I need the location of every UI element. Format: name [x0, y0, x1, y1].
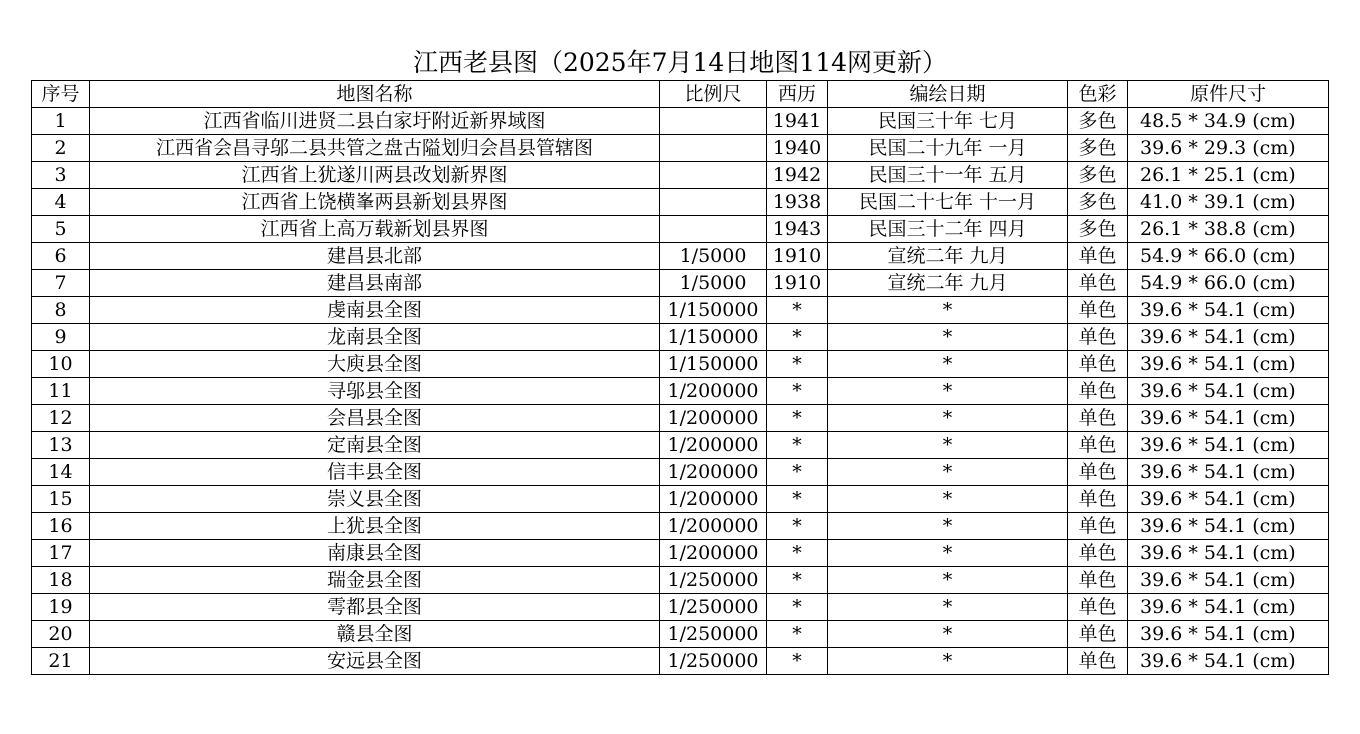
cell-color: 单色: [1068, 621, 1128, 648]
cell-date: *: [828, 540, 1068, 567]
cell-date: *: [828, 648, 1068, 675]
cell-scale: 1/250000: [660, 567, 767, 594]
cell-year: *: [767, 540, 828, 567]
cell-year: *: [767, 567, 828, 594]
cell-scale: 1/200000: [660, 459, 767, 486]
cell-index: 20: [32, 621, 90, 648]
cell-index: 5: [32, 216, 90, 243]
cell-size: 39.6 * 29.3 (cm): [1128, 135, 1329, 162]
cell-year: *: [767, 324, 828, 351]
table-row: [32, 648, 1329, 675]
cell-scale: 1/200000: [660, 405, 767, 432]
cell-index: 12: [32, 405, 90, 432]
page-title: 江西老县图（2025年7月14日地图114网更新）: [412, 48, 948, 77]
cell-map-name: 安远县全图: [90, 648, 660, 675]
cell-year: *: [767, 432, 828, 459]
cell-index: 8: [32, 297, 90, 324]
cell-color: 单色: [1068, 486, 1128, 513]
cell-map-name: 龙南县全图: [90, 324, 660, 351]
cell-index: 9: [32, 324, 90, 351]
table-row: [32, 459, 1329, 486]
cell-year: *: [767, 378, 828, 405]
cell-color: 单色: [1068, 648, 1128, 675]
cell-index: 13: [32, 432, 90, 459]
table-row: [32, 540, 1329, 567]
column-header-size: 原件尺寸: [1128, 81, 1329, 108]
cell-index: 16: [32, 513, 90, 540]
cell-date: *: [828, 621, 1068, 648]
cell-color: 多色: [1068, 108, 1128, 135]
cell-color: 单色: [1068, 351, 1128, 378]
cell-scale: [660, 135, 767, 162]
table-row: [32, 405, 1329, 432]
cell-map-name: 江西省会昌寻邬二县共管之盘古隘划归会昌县管辖图: [90, 135, 660, 162]
cell-size: 26.1 * 25.1 (cm): [1128, 162, 1329, 189]
cell-date: 民国三十二年 四月: [828, 216, 1068, 243]
column-header-name: 地图名称: [90, 81, 660, 108]
cell-map-name: 南康县全图: [90, 540, 660, 567]
column-header-color: 色彩: [1068, 81, 1128, 108]
cell-scale: 1/5000: [660, 243, 767, 270]
cell-color: 单色: [1068, 270, 1128, 297]
cell-map-name: 江西省上高万载新划县界图: [90, 216, 660, 243]
cell-size: 41.0 * 39.1 (cm): [1128, 189, 1329, 216]
cell-date: 宣统二年 九月: [828, 243, 1068, 270]
cell-size: 39.6 * 54.1 (cm): [1128, 324, 1329, 351]
cell-color: 单色: [1068, 540, 1128, 567]
table-row: [32, 243, 1329, 270]
cell-date: 民国二十九年 一月: [828, 135, 1068, 162]
cell-map-name: 崇义县全图: [90, 486, 660, 513]
cell-scale: 1/200000: [660, 432, 767, 459]
cell-index: 19: [32, 594, 90, 621]
cell-size: 39.6 * 54.1 (cm): [1128, 351, 1329, 378]
cell-color: 多色: [1068, 162, 1128, 189]
cell-scale: 1/150000: [660, 351, 767, 378]
cell-index: 3: [32, 162, 90, 189]
cell-scale: 1/5000: [660, 270, 767, 297]
cell-size: 39.6 * 54.1 (cm): [1128, 432, 1329, 459]
cell-map-name: 会昌县全图: [90, 405, 660, 432]
cell-size: 39.6 * 54.1 (cm): [1128, 513, 1329, 540]
cell-map-name: 江西省临川进贤二县白家圩附近新界域图: [90, 108, 660, 135]
cell-scale: 1/200000: [660, 486, 767, 513]
cell-color: 单色: [1068, 243, 1128, 270]
cell-color: 单色: [1068, 405, 1128, 432]
cell-scale: [660, 162, 767, 189]
cell-size: 39.6 * 54.1 (cm): [1128, 594, 1329, 621]
cell-date: 宣统二年 九月: [828, 270, 1068, 297]
cell-year: 1938: [767, 189, 828, 216]
cell-index: 15: [32, 486, 90, 513]
table-header-row: [32, 81, 1329, 108]
cell-color: 单色: [1068, 432, 1128, 459]
cell-size: 39.6 * 54.1 (cm): [1128, 567, 1329, 594]
cell-scale: [660, 108, 767, 135]
cell-scale: 1/250000: [660, 648, 767, 675]
cell-date: *: [828, 513, 1068, 540]
table-row: [32, 324, 1329, 351]
cell-scale: 1/250000: [660, 621, 767, 648]
cell-year: *: [767, 513, 828, 540]
cell-year: *: [767, 351, 828, 378]
table-row: [32, 378, 1329, 405]
table-row: [32, 135, 1329, 162]
map-list-table: [31, 80, 1329, 675]
table-body: [32, 108, 1329, 675]
column-header-scale: 比例尺: [660, 81, 767, 108]
table-row: [32, 270, 1329, 297]
cell-size: 48.5 * 34.9 (cm): [1128, 108, 1329, 135]
cell-year: *: [767, 297, 828, 324]
cell-color: 单色: [1068, 567, 1128, 594]
cell-date: *: [828, 324, 1068, 351]
table-row: [32, 108, 1329, 135]
cell-color: 单色: [1068, 459, 1128, 486]
cell-size: 39.6 * 54.1 (cm): [1128, 621, 1329, 648]
cell-year: *: [767, 459, 828, 486]
cell-color: 单色: [1068, 297, 1128, 324]
cell-index: 2: [32, 135, 90, 162]
table-row: [32, 486, 1329, 513]
cell-color: 单色: [1068, 378, 1128, 405]
cell-date: 民国二十七年 十一月: [828, 189, 1068, 216]
cell-index: 18: [32, 567, 90, 594]
cell-map-name: 雩都县全图: [90, 594, 660, 621]
cell-year: 1940: [767, 135, 828, 162]
cell-color: 多色: [1068, 135, 1128, 162]
cell-date: *: [828, 594, 1068, 621]
cell-color: 多色: [1068, 216, 1128, 243]
cell-size: 39.6 * 54.1 (cm): [1128, 486, 1329, 513]
cell-map-name: 江西省上饶横峯两县新划县界图: [90, 189, 660, 216]
cell-index: 11: [32, 378, 90, 405]
cell-size: 39.6 * 54.1 (cm): [1128, 297, 1329, 324]
cell-size: 39.6 * 54.1 (cm): [1128, 648, 1329, 675]
cell-date: 民国三十一年 五月: [828, 162, 1068, 189]
cell-size: 39.6 * 54.1 (cm): [1128, 459, 1329, 486]
table-row: [32, 567, 1329, 594]
table-row: [32, 432, 1329, 459]
cell-color: 单色: [1068, 594, 1128, 621]
cell-date: *: [828, 378, 1068, 405]
cell-date: *: [828, 351, 1068, 378]
table-row: [32, 297, 1329, 324]
column-header-date: 编绘日期: [828, 81, 1068, 108]
cell-map-name: 寻邬县全图: [90, 378, 660, 405]
cell-year: 1910: [767, 243, 828, 270]
cell-map-name: 江西省上犹遂川两县改划新界图: [90, 162, 660, 189]
cell-date: *: [828, 459, 1068, 486]
cell-size: 54.9 * 66.0 (cm): [1128, 243, 1329, 270]
cell-map-name: 虔南县全图: [90, 297, 660, 324]
table-row: [32, 351, 1329, 378]
cell-year: *: [767, 621, 828, 648]
cell-year: *: [767, 486, 828, 513]
cell-scale: 1/250000: [660, 594, 767, 621]
cell-year: 1941: [767, 108, 828, 135]
column-header-index: 序号: [32, 81, 90, 108]
cell-index: 17: [32, 540, 90, 567]
cell-index: 1: [32, 108, 90, 135]
cell-date: *: [828, 567, 1068, 594]
table-row: [32, 594, 1329, 621]
table-row: [32, 216, 1329, 243]
cell-map-name: 建昌县北部: [90, 243, 660, 270]
cell-date: *: [828, 432, 1068, 459]
cell-scale: 1/200000: [660, 378, 767, 405]
cell-index: 10: [32, 351, 90, 378]
cell-index: 4: [32, 189, 90, 216]
table-row: [32, 621, 1329, 648]
cell-index: 21: [32, 648, 90, 675]
cell-size: 26.1 * 38.8 (cm): [1128, 216, 1329, 243]
cell-size: 39.6 * 54.1 (cm): [1128, 540, 1329, 567]
table-row: [32, 513, 1329, 540]
cell-map-name: 瑞金县全图: [90, 567, 660, 594]
cell-index: 14: [32, 459, 90, 486]
cell-index: 7: [32, 270, 90, 297]
cell-year: *: [767, 648, 828, 675]
cell-year: 1943: [767, 216, 828, 243]
cell-map-name: 大庾县全图: [90, 351, 660, 378]
cell-scale: 1/150000: [660, 324, 767, 351]
cell-scale: [660, 216, 767, 243]
cell-map-name: 上犹县全图: [90, 513, 660, 540]
cell-size: 39.6 * 54.1 (cm): [1128, 405, 1329, 432]
cell-size: 39.6 * 54.1 (cm): [1128, 378, 1329, 405]
cell-scale: 1/200000: [660, 540, 767, 567]
cell-color: 单色: [1068, 324, 1128, 351]
cell-date: *: [828, 486, 1068, 513]
cell-scale: [660, 189, 767, 216]
cell-index: 6: [32, 243, 90, 270]
cell-date: *: [828, 297, 1068, 324]
cell-color: 多色: [1068, 189, 1128, 216]
cell-map-name: 信丰县全图: [90, 459, 660, 486]
cell-map-name: 建昌县南部: [90, 270, 660, 297]
column-header-year: 西历: [767, 81, 828, 108]
cell-size: 54.9 * 66.0 (cm): [1128, 270, 1329, 297]
cell-scale: 1/150000: [660, 297, 767, 324]
cell-year: *: [767, 594, 828, 621]
cell-map-name: 赣县全图: [90, 621, 660, 648]
table-row: [32, 162, 1329, 189]
cell-date: *: [828, 405, 1068, 432]
cell-year: 1910: [767, 270, 828, 297]
cell-map-name: 定南县全图: [90, 432, 660, 459]
cell-year: 1942: [767, 162, 828, 189]
cell-scale: 1/200000: [660, 513, 767, 540]
cell-color: 单色: [1068, 513, 1128, 540]
table-row: [32, 189, 1329, 216]
cell-year: *: [767, 405, 828, 432]
cell-date: 民国三十年 七月: [828, 108, 1068, 135]
